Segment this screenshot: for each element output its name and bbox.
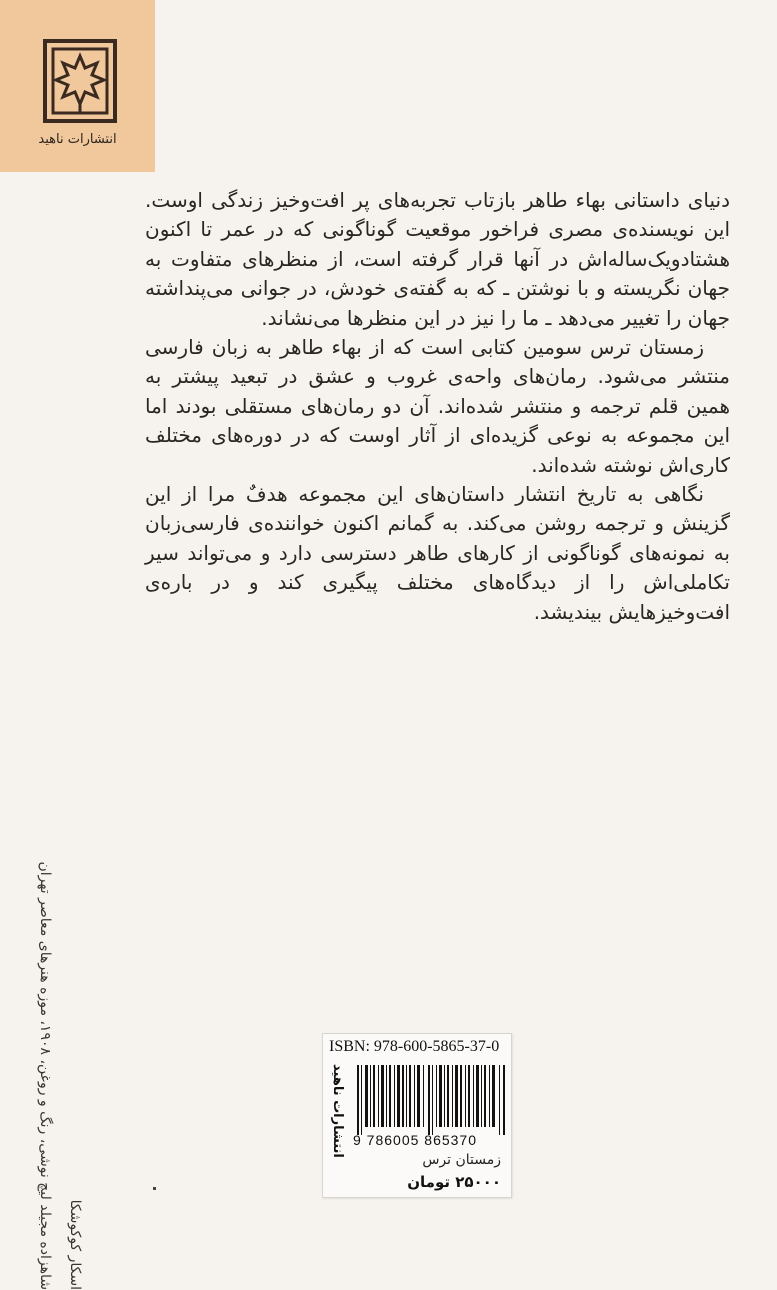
price-sticker — [322, 1033, 512, 1198]
publisher-name: انتشارات ناهید — [38, 132, 117, 147]
blurb-paragraph: دنیای داستانی بهاء طاهر بازتاب تجربه‌های پر افت‌وخیز زندگی اوست. این نویسنده‌ی مصری فراخور موقعیت گوناگونی که در عمر تا اکنون هشتادویک‌ساله‌اش در آنها قرار گرفته است، از منظرهای متفاوت به جهان نگریسته و با نوشتن ـ که به گفته‌ی خودش، در جوانی می‌پنداشته جهان را تغییر می‌دهد ـ ما را نیز در این منظرها می‌نشاند. — [145, 188, 730, 330]
sticker-publisher — [325, 1064, 345, 1174]
sticker-price: ۲۵۰۰۰ تومان — [407, 1173, 501, 1191]
sticker-publisher-label: انتشارات ناهید — [330, 1064, 345, 1158]
sticker-book-title: زمستان ترس — [422, 1152, 501, 1168]
credit-artwork: شاهزاده مجیلد لیچ نوشی، رنگ و روغن، ۱۹۰۸، موزه هنرهای معاصر تهران — [37, 861, 53, 1290]
isbn-label: ISBN: 978-600-5865-37-0 — [329, 1038, 500, 1055]
credit-artist: اسکار کوکوشکا — [67, 1199, 83, 1290]
blurb-paragraph: زمستان ترس سومین کتابی است که از بهاء طاهر به زبان فارسی منتشر می‌شود. رمان‌های واحه‌ی غروب و عشق در تبعید پیشتر به همین قلم ترجمه و منتشر شده‌اند. آن دو رمان‌های مستقلی بودند اما این مجموعه به نوعی گزیده‌ای از آثار اوست که در دوره‌های مختلف کاری‌اش نوشته شده‌اند. — [145, 335, 730, 477]
print-mark — [153, 1187, 156, 1190]
back-cover-blurb — [145, 186, 730, 627]
publisher-logo-panel — [0, 0, 155, 172]
cover-art-credit — [30, 790, 90, 1290]
barcode — [357, 1065, 505, 1135]
barcode-number: 9 786005 865370 — [353, 1132, 477, 1148]
blurb-paragraph: نگاهی به تاریخ انتشار داستان‌های این مجموعه هدفٌ مرا از این گزینش و ترجمه روشن می‌کند. به گمانم اکنون خواننده‌ی فارسی‌زبان به نمونه‌های گوناگونی از کارهای طاهر دسترسی دارد و می‌تواند سیر تکاملی‌اش را از دیدگاه‌های مختلف پیگیری کند و در باره‌ی افت‌وخیزهایش بیندیشد. — [145, 482, 730, 624]
eight-point-star-book-icon — [42, 38, 118, 124]
